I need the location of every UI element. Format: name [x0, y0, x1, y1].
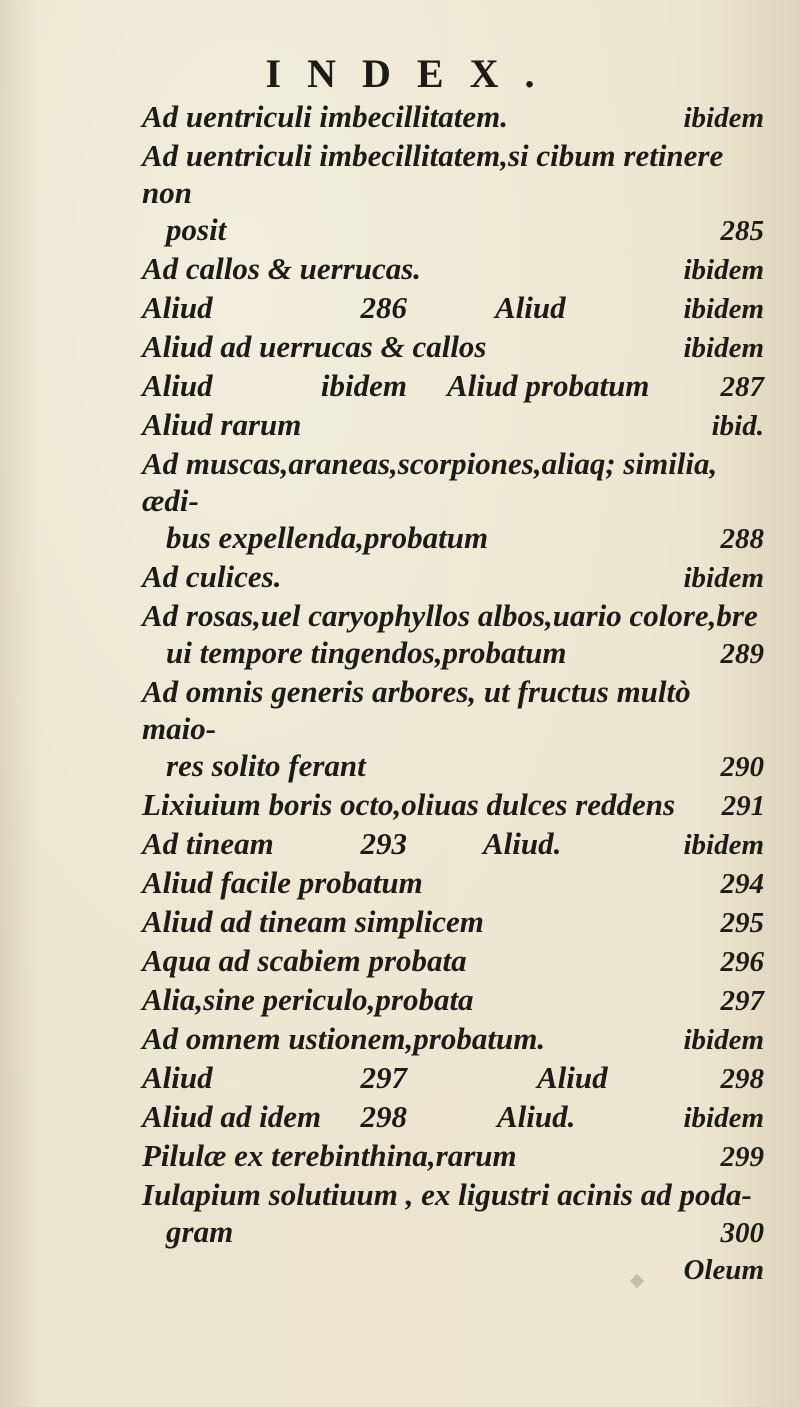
entry-text: Aliud rarum — [142, 407, 302, 442]
index-entry — [142, 406, 764, 445]
page-ref: ibidem — [683, 1102, 764, 1134]
index-entry — [142, 1059, 764, 1098]
entry-text: Aqua ad scabiem probata — [142, 943, 467, 978]
page-ref: ibidem — [683, 293, 764, 325]
entry-text: Pilulæ ex terebinthina,rarum — [142, 1138, 517, 1173]
page-ref: 289 — [720, 638, 764, 670]
inline-ref: 298 — [360, 1099, 407, 1134]
index-entry — [142, 673, 764, 786]
catchword-row — [142, 1252, 764, 1289]
page-ref: 290 — [720, 751, 764, 783]
index-entry — [142, 445, 764, 558]
entry-text-second: Aliud. — [497, 1099, 576, 1134]
page-ref: ibidem — [683, 254, 764, 286]
index-entry — [142, 981, 764, 1020]
entry-text: Ad muscas,araneas,scorpiones,aliaq; similia, ædi- — [142, 446, 718, 518]
index-entry — [142, 1098, 764, 1137]
entry-continuation: res solito ferant — [166, 748, 366, 783]
index-entry — [142, 864, 764, 903]
index-entry — [142, 942, 764, 981]
page-ref: ibidem — [683, 829, 764, 861]
page-ref: 285 — [720, 215, 764, 247]
index-entry — [142, 786, 764, 825]
entry-text: Aliud ad idem — [142, 1099, 322, 1134]
index-entry — [142, 1176, 764, 1252]
entry-text: Alia,sine periculo,probata — [142, 982, 474, 1017]
page-ref: ibid. — [711, 410, 764, 442]
entry-text: Aliud ad uerrucas & callos — [142, 329, 487, 364]
index-entry — [142, 558, 764, 597]
index-entry — [142, 328, 764, 367]
entry-text: Ad omnis generis arbores, ut fructus multò maio- — [142, 674, 691, 746]
entry-text: Aliud — [142, 368, 213, 403]
catchword: Oleum — [683, 1254, 764, 1286]
entry-continuation: posit — [166, 212, 227, 247]
entry-text: Aliud ad tineam simplicem — [142, 904, 484, 939]
entry-continuation: gram — [166, 1214, 234, 1249]
index-list — [142, 98, 764, 1289]
page-ref: ibidem — [683, 1024, 764, 1056]
index-entry — [142, 903, 764, 942]
page-ref: ibidem — [683, 332, 764, 364]
inline-ref: 297 — [360, 1060, 407, 1095]
page-ref: 296 — [720, 946, 764, 978]
entry-text: Aliud — [142, 290, 213, 325]
entry-text: Ad uentriculi imbecillitatem,si cibum retinere non — [142, 138, 724, 210]
entry-text-second: Aliud probatum — [447, 368, 650, 403]
entry-text-second: Aliud — [495, 290, 566, 325]
page-ref: 300 — [720, 1217, 764, 1249]
entry-text-second: Aliud — [537, 1060, 608, 1095]
index-entry — [142, 137, 764, 250]
entry-text: Lixiuium boris octo,oliuas dulces reddens — [142, 787, 676, 822]
page-ref: 295 — [720, 907, 764, 939]
index-entry — [142, 597, 764, 673]
page-ref: 288 — [720, 523, 764, 555]
page-ref: ibidem — [683, 562, 764, 594]
entry-continuation: bus expellenda,probatum — [166, 520, 489, 555]
entry-text: Ad tineam — [142, 826, 274, 861]
entry-text-second: Aliud. — [483, 826, 562, 861]
index-entry — [142, 250, 764, 289]
entry-continuation: ui tempore tingendos,probatum — [166, 635, 567, 670]
entry-text: Ad rosas,uel caryophyllos albos,uario colore,bre — [142, 598, 758, 633]
index-entry — [142, 825, 764, 864]
page-ref: 287 — [720, 371, 764, 403]
page-ref: 299 — [720, 1141, 764, 1173]
entry-text: Aliud — [142, 1060, 213, 1095]
entry-text: Ad callos & uerrucas. — [142, 251, 422, 286]
inline-ref: ibidem — [320, 368, 407, 403]
page-ref: 298 — [720, 1063, 764, 1095]
entry-text: Aliud facile probatum — [142, 865, 423, 900]
index-entry — [142, 98, 764, 137]
page-title: INDEX. — [265, 51, 561, 96]
page-ref: 294 — [720, 868, 764, 900]
index-entry — [142, 1137, 764, 1176]
page-ref: ibidem — [683, 102, 764, 134]
inline-ref: 293 — [360, 826, 407, 861]
entry-text: Ad omnem ustionem,probatum. — [142, 1021, 546, 1056]
entry-text: Ad uentriculi imbecillitatem. — [142, 99, 508, 134]
inline-ref: 286 — [360, 290, 407, 325]
entry-text: Ad culices. — [142, 559, 282, 594]
index-entry — [142, 367, 764, 406]
index-entry — [142, 289, 764, 328]
entry-text: Iulapium solutiuum , ex ligustri acinis ad poda- — [142, 1177, 752, 1212]
page-ref: 291 — [721, 790, 766, 822]
page-ref: 297 — [720, 985, 764, 1017]
index-entry — [142, 1020, 764, 1059]
